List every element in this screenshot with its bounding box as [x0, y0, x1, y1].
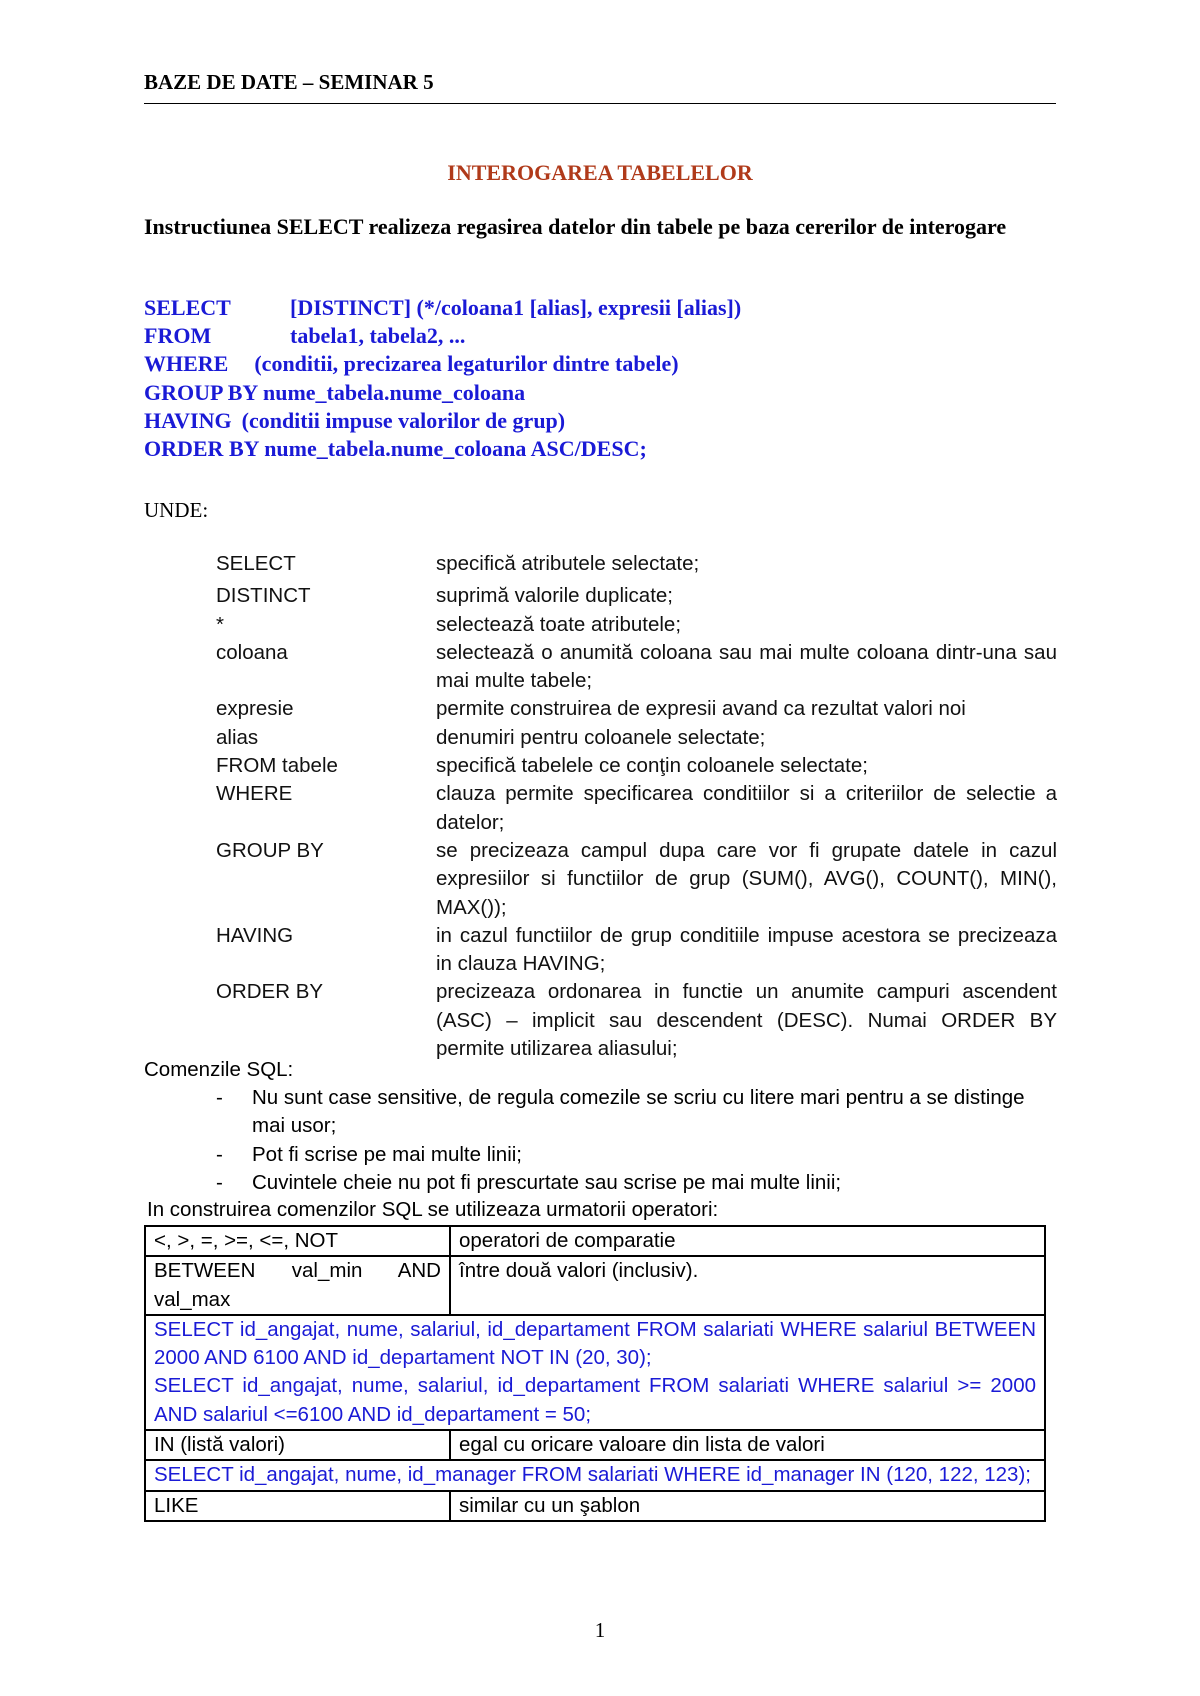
definition-row: [216, 724, 1056, 752]
definition-description: precizeaza ordonarea in functie un anumite campuri ascendent (ASC) – implicit sau descendent (DESC). Numai ORDER BY permite utilizarea aliasului;: [436, 980, 1057, 1061]
operator-cell: LIKE: [145, 1491, 450, 1521]
intro-paragraph: Instructiunea SELECT realizeza regasirea datelor din tabele pe baza cererilor de interogare: [144, 214, 1007, 239]
operator-description-cell: între două valori (inclusiv).: [450, 1256, 1045, 1315]
definition-term: DISTINCT: [216, 584, 311, 608]
syntax-select-args: [DISTINCT] (*/coloana1 [alias], expresii [alias]): [290, 295, 742, 320]
operator-cell: <, >, =, >=, <=, NOT: [145, 1226, 450, 1256]
operator-description-cell: egal cu oricare valoare din lista de valori: [450, 1430, 1045, 1460]
table-row: [145, 1226, 1045, 1256]
syntax-from-keyword: FROM: [144, 323, 212, 349]
syntax-select-keyword: SELECT: [144, 295, 231, 320]
unde-label: UNDE:: [144, 498, 209, 522]
definition-row: [216, 752, 1056, 780]
list-item: - Cuvintele cheie nu pot fi prescurtate sau scrise pe mai multe linii;: [216, 1169, 1056, 1197]
header-rule: [144, 103, 1056, 104]
definition-term: SELECT: [216, 552, 296, 575]
definition-description: selectează toate atributele;: [436, 612, 682, 636]
sql-example-cell: SELECT id_angajat, nume, id_manager FROM salariati WHERE id_manager IN (120, 122, 123);: [145, 1460, 1045, 1490]
operators-intro: In construirea comenzilor SQL se utilizeaza urmatorii operatori:: [147, 1198, 719, 1221]
sql-example: SELECT id_angajat, nume, salariul, id_departament FROM salariati WHERE salariul BETWEEN 2000 AND 6100 AND id_departament NOT IN (20, 30);: [154, 1317, 1036, 1370]
syntax-select-line: [144, 294, 1056, 322]
table-row: [145, 1491, 1045, 1521]
definition-description: permite construirea de expresii avand ca rezultat valori noi: [436, 697, 966, 721]
definition-description: denumiri pentru coloanele selectate;: [436, 725, 766, 749]
operator-cell: BETWEEN val_min AND val_max: [145, 1256, 450, 1315]
command-rules-list: [216, 1084, 1056, 1197]
definitions-list: [216, 550, 1056, 1063]
syntax-where-args: (conditii, precizarea legaturilor dintre tabele): [254, 351, 679, 377]
definition-row: [216, 582, 1056, 610]
table-row: [145, 1315, 1045, 1430]
definition-row: [216, 695, 1056, 723]
definition-row: [216, 611, 1056, 639]
table-row: [145, 1460, 1045, 1490]
sql-example: SELECT id_angajat, nume, salariul, id_departament FROM salariati WHERE salariul >= 2000 AND salariul <=6100 AND id_departament = 50;: [154, 1374, 1036, 1426]
document-title: INTEROGAREA TABELELOR: [447, 160, 753, 185]
definition-description: se precizeaza campul dupa care vor fi grupate datele in cazul expresiilor si functiilor de grup (SUM(), AVG(), COUNT(), MIN(), MAX());: [436, 838, 1057, 919]
table-row: [145, 1430, 1045, 1460]
page-number: 1: [594, 1618, 606, 1642]
syntax-having-line: [144, 407, 1056, 435]
list-item: - Pot fi scrise pe mai multe linii;: [216, 1141, 1056, 1169]
list-item: - Nu sunt case sensitive, de regula comezile se scriu cu litere mari pentru a se distinge mai usor;: [216, 1084, 1056, 1141]
operator-description-cell: operatori de comparatie: [450, 1226, 1045, 1256]
definition-row: [216, 550, 1056, 578]
definition-description: specifică atributele selectate;: [436, 552, 700, 575]
syntax-where-line: [144, 350, 1056, 378]
definition-term: expresie: [216, 697, 294, 721]
definition-description: clauza permite specificarea conditiilor si a criteriilor de selectie a datelor;: [436, 782, 1057, 834]
commands-heading: Comenzile SQL:: [144, 1058, 294, 1081]
header-title: BAZE DE DATE – SEMINAR 5: [144, 70, 434, 94]
syntax-having-args: (conditii impuse valorilor de grup): [241, 407, 566, 433]
definition-term: HAVING: [216, 923, 294, 947]
definition-term: *: [216, 612, 224, 636]
definition-row: [216, 978, 1056, 1063]
syntax-order-by-line: ORDER BY nume_tabela.nume_coloana ASC/DESC;: [144, 435, 647, 461]
syntax-having-keyword: HAVING: [144, 407, 232, 433]
table-row: [145, 1256, 1045, 1315]
definition-term: GROUP BY: [216, 838, 324, 862]
sql-example-cell: [145, 1315, 1045, 1430]
syntax-from-args: tabela1, tabela2, ...: [290, 323, 466, 349]
definition-row: [216, 780, 1056, 837]
operator-description-cell: similar cu un şablon: [450, 1491, 1045, 1521]
definition-term: coloana: [216, 640, 288, 664]
definition-row: [216, 922, 1056, 979]
operators-table: [144, 1225, 1046, 1522]
syntax-group-by-line: GROUP BY nume_tabela.nume_coloana: [144, 379, 526, 405]
definition-term: ORDER BY: [216, 980, 324, 1004]
definition-description: selectează o anumită coloana sau mai multe coloana dintr-una sau mai multe tabele;: [436, 640, 1057, 693]
definition-term: WHERE: [216, 782, 293, 806]
syntax-where-keyword: WHERE: [144, 351, 229, 377]
definition-row: [216, 639, 1056, 696]
definition-description: suprimă valorile duplicate;: [436, 584, 674, 608]
select-syntax-block: [144, 294, 1056, 463]
definition-description: in cazul functiilor de grup conditiile impuse acestora se precizeaza in clauza HAVING;: [436, 923, 1057, 976]
definition-term: alias: [216, 725, 259, 749]
definition-term: FROM tabele: [216, 754, 338, 778]
syntax-from-line: [144, 322, 1056, 350]
definition-description: specifică tabelele ce conţin coloanele selectate;: [436, 754, 868, 778]
definition-row: [216, 837, 1056, 922]
operator-cell: IN (listă valori): [145, 1430, 450, 1460]
